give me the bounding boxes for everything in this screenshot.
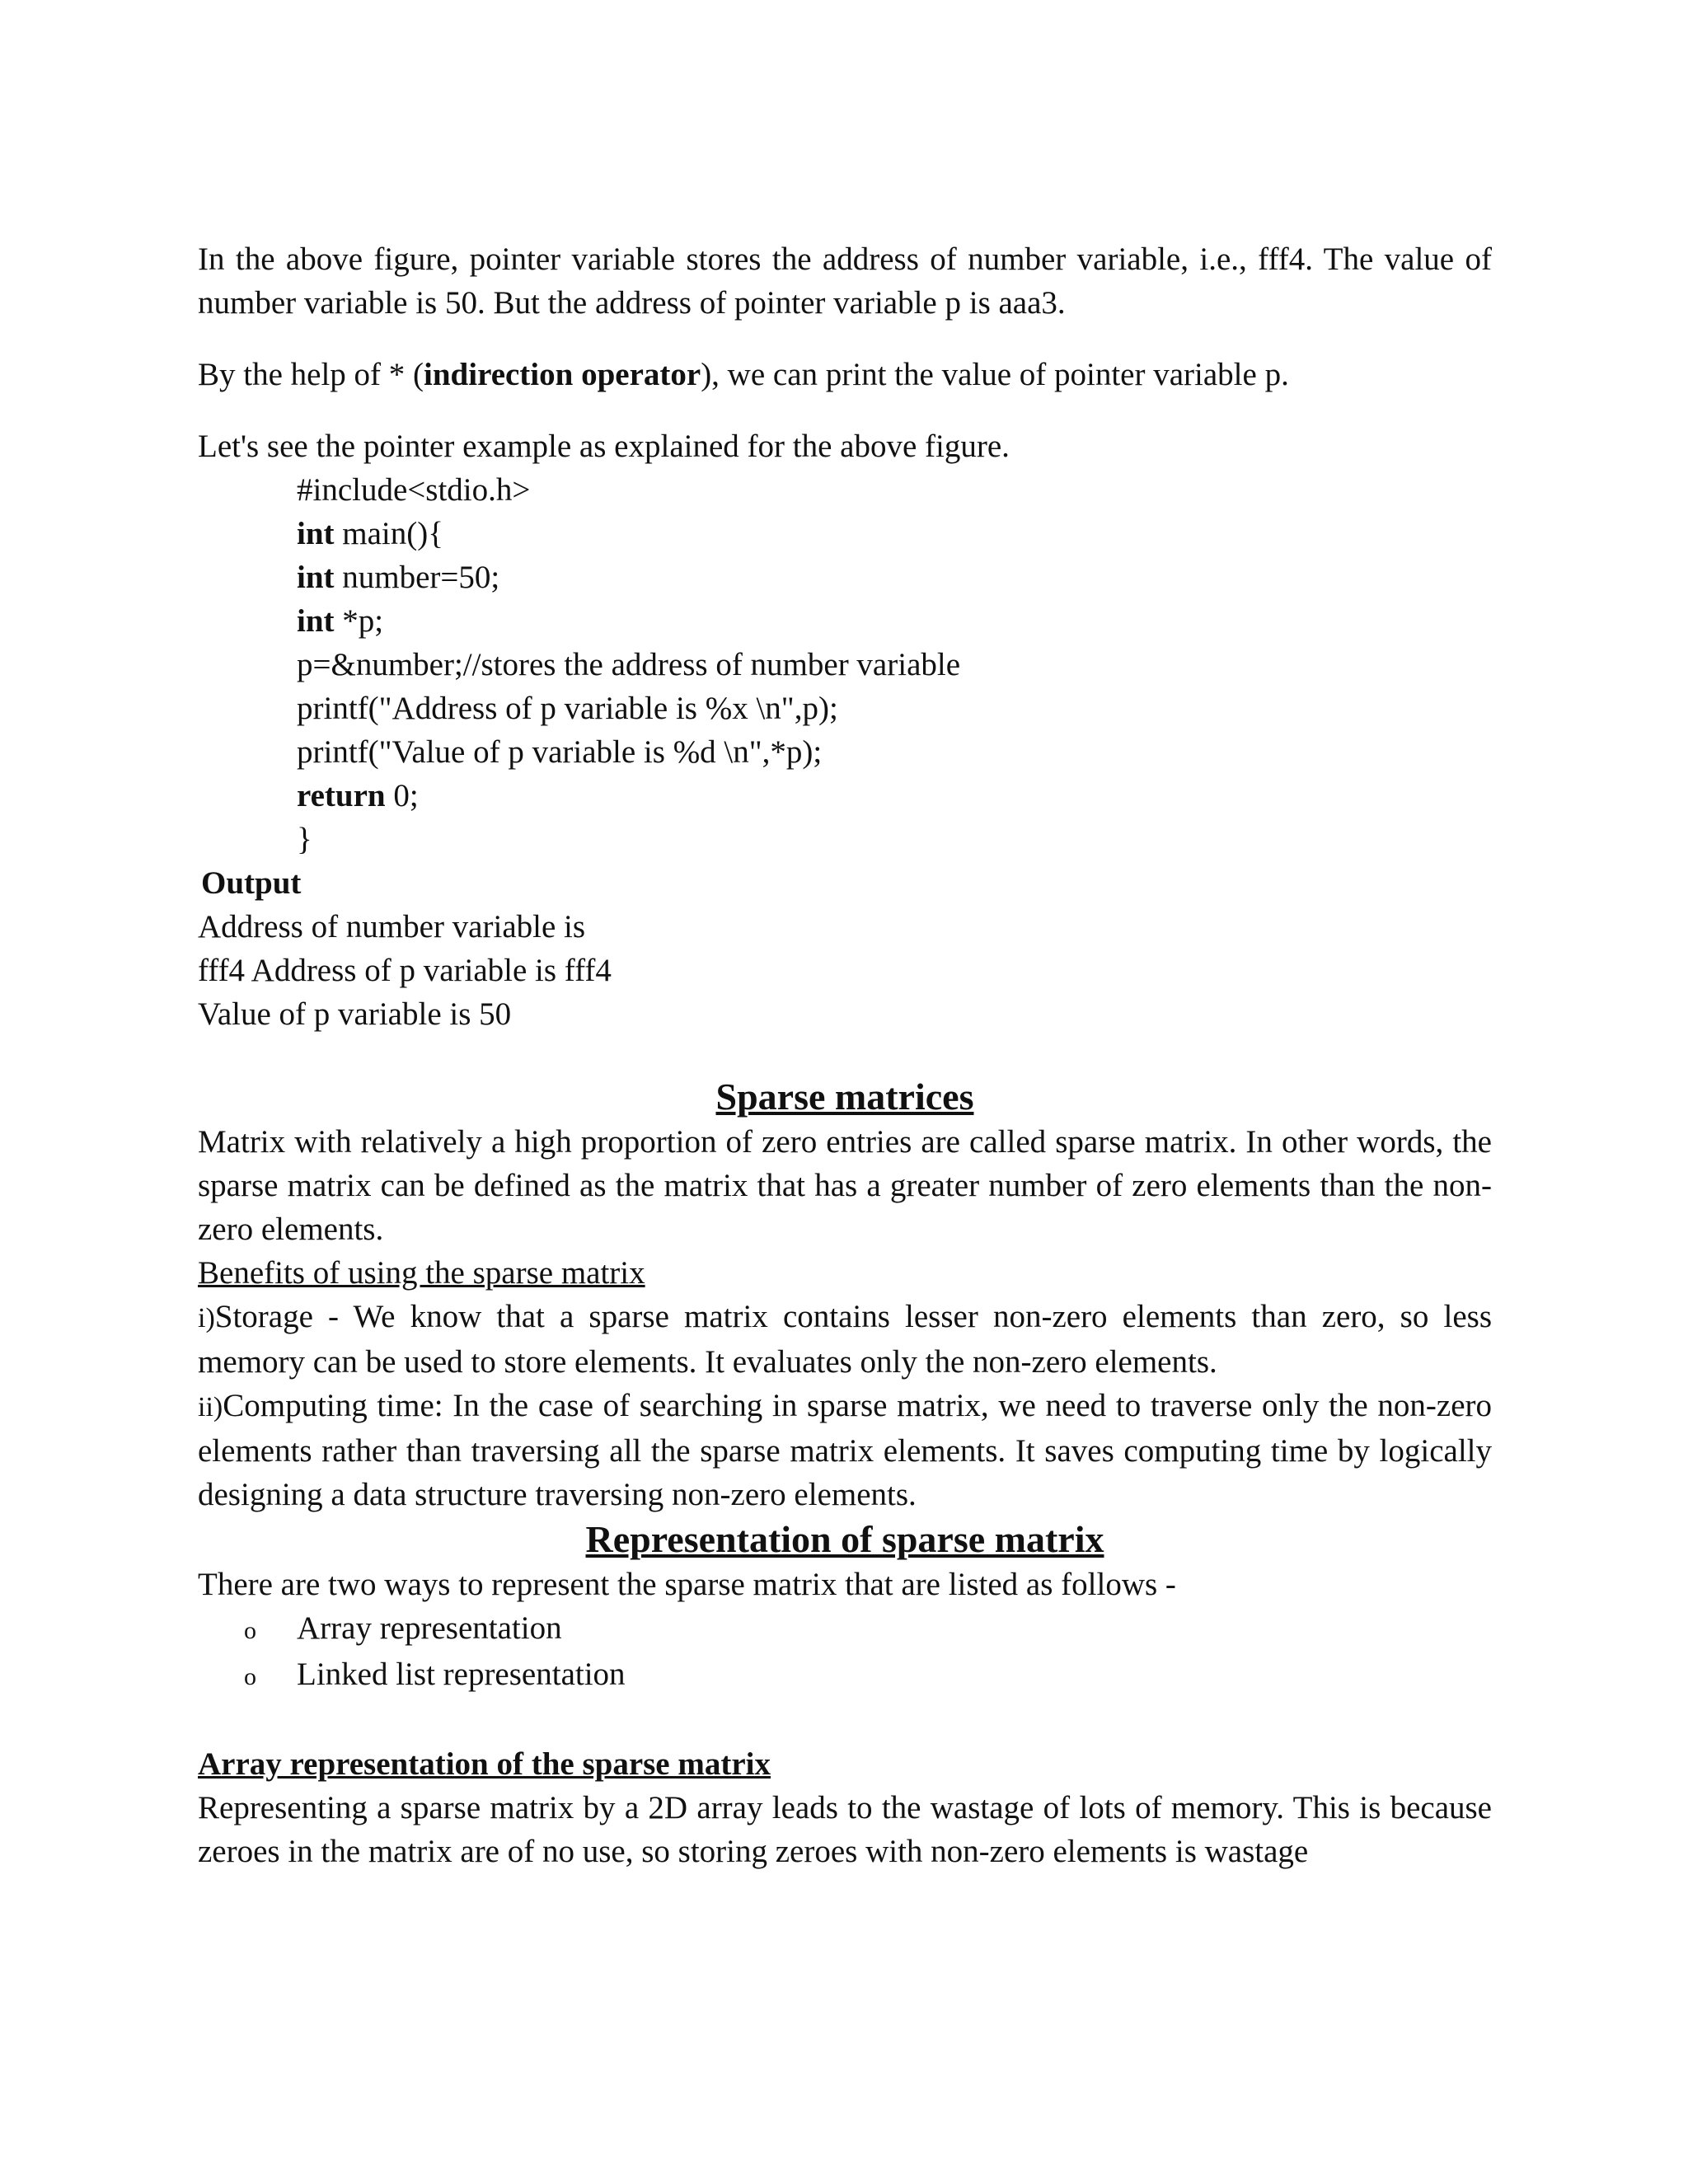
code-keyword: int (297, 560, 335, 595)
code-keyword: int (297, 516, 335, 551)
page-content (198, 237, 1492, 1873)
code-line-4 (297, 599, 1492, 643)
output-line-3: Value of p variable is 50 (198, 996, 512, 1032)
code-text: main(){ (334, 516, 443, 551)
bullet-icon: o (244, 1663, 256, 1690)
code-line-2 (297, 512, 1492, 555)
code-line-5: p=&number;//stores the address of number variable (297, 647, 961, 682)
benefit-number: i) (198, 1303, 215, 1333)
array-representation-text: Representing a sparse matrix by a 2D array leads to the wastage of lots of memory. This is because zeroes in the matrix are of no use, so storing zeroes with non-zero elements is wastage (198, 1790, 1492, 1869)
code-line-3 (297, 555, 1492, 599)
sparse-matrices-heading: Sparse matrices (715, 1076, 974, 1118)
sparse-definition: Matrix with relatively a high proportion of zero entries are called sparse matrix. In other words, the sparse matrix can be defined as the matrix that has a greater number of zero elements than the non-zero elements. (198, 1124, 1492, 1247)
output-line-2: fff4 Address of p variable is fff4 (198, 953, 612, 988)
code-keyword: return (297, 778, 386, 813)
benefit-storage (198, 1295, 1492, 1384)
code-example (198, 468, 1492, 861)
benefits-title: Benefits of using the sparse matrix (198, 1255, 645, 1291)
code-text: 0; (385, 778, 419, 813)
intro-p2-after: ), we can print the value of pointer variable p. (701, 357, 1289, 392)
intro-p2-before: By the help of * ( (198, 357, 424, 392)
list-item-text: Linked list representation (297, 1657, 626, 1692)
output-line-1: Address of number variable is (198, 909, 586, 944)
benefit-text: Computing time: In the case of searching in sparse matrix, we need to traverse only the non-zero elements rather than traversing all the sparse matrix elements. It saves computing time by logically designing a data structure traversing non-zero elements. (198, 1388, 1492, 1512)
list-item (198, 1652, 1492, 1699)
intro-paragraph-2 (198, 353, 1492, 396)
benefit-number: ii) (198, 1392, 223, 1422)
representation-list (198, 1606, 1492, 1699)
representation-intro: There are two ways to represent the sparse matrix that are listed as follows - (198, 1567, 1176, 1602)
code-keyword: int (297, 603, 335, 639)
code-line-9: } (297, 822, 312, 857)
intro-paragraph-1: In the above figure, pointer variable stores the address of number variable, i.e., fff4. The value of number variable is 50. But the address of pointer variable p is aaa3. (198, 241, 1492, 321)
benefit-computing-time (198, 1384, 1492, 1516)
array-representation-heading: Array representation of the sparse matrix (198, 1746, 771, 1782)
indirection-operator-term: indirection operator (424, 357, 701, 392)
code-text: number=50; (334, 560, 500, 595)
list-item-text: Array representation (297, 1610, 562, 1646)
list-item (198, 1606, 1492, 1652)
code-line-7: printf("Value of p variable is %d \n",*p); (297, 734, 823, 770)
intro-paragraph-3: Let's see the pointer example as explained for the above figure. (198, 429, 1010, 464)
code-line-8 (297, 774, 1492, 818)
representation-heading: Representation of sparse matrix (585, 1518, 1104, 1560)
code-line-1: #include<stdio.h> (297, 472, 531, 508)
code-text: *p; (334, 603, 384, 639)
output-title: Output (201, 865, 302, 901)
bullet-icon: o (244, 1617, 256, 1644)
benefit-text: Storage - We know that a sparse matrix contains lesser non-zero elements than zero, so less memory can be used to store elements. It evaluates only the non-zero elements. (198, 1299, 1492, 1380)
code-line-6: printf("Address of p variable is %x \n",p); (297, 691, 838, 726)
